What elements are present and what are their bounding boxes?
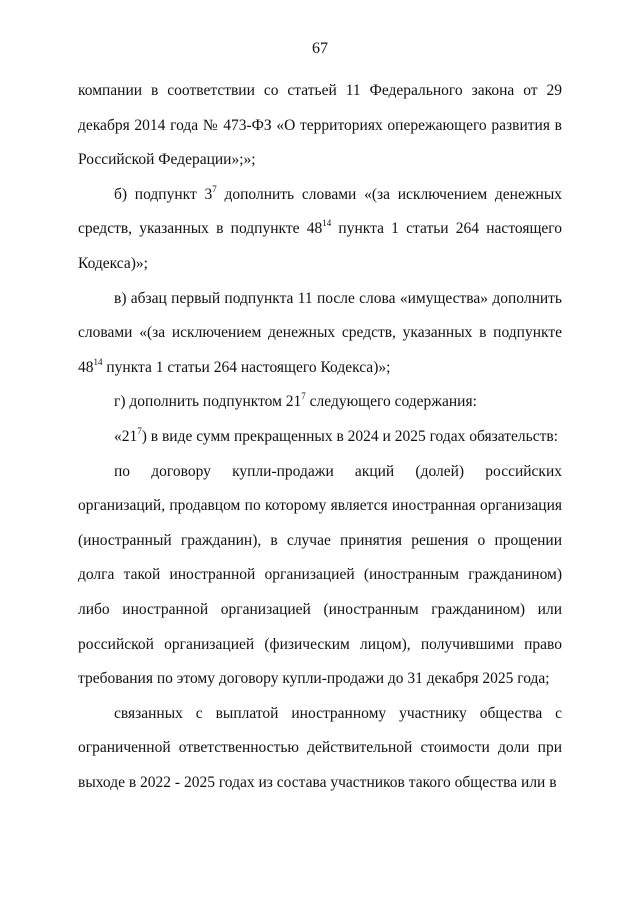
document-body [78, 74, 562, 800]
paragraph-subpoint-g: г) дополнить подпунктом $21^7$ следующего содержания: [114, 391, 477, 411]
paragraph-item-21-7: «$21^7$) в виде сумм прекращенных в 2024 и 2025 годах обязательств: [114, 425, 558, 445]
paragraph-subpoint-v: в) абзац первый подпункта 11 после слова «имущества» дополнить словами «(за исключением денежных средств, указанных в подпункте $48^{14}$ пункта 1 статьи 264 настоящего Кодекса)»; [78, 289, 562, 376]
paragraph-subpoint-b: б) подпункт $3^7$ дополнить словами «(за исключением денежных средств, указанных в подпункте $48^{14}$ пункта 1 статьи 264 настоящего Кодекса)»; [78, 183, 563, 272]
paragraph-share-sale-contract: по договору купли-продажи акций (долей) российских организаций, продавцом по которому является иностранная организация (иностранный гражданин), в случае принятия решения о прощении долга такой иностранной организацией (иностранным гражданином) либо иностранной организацией (иностранным гражданином) или российской организацией (физическим лицом), получившими право требования по этому договору купли-продажи до 31 декабря 2025 года; [78, 462, 562, 688]
paragraph-1: компании в соответствии со статьей 11 Федерального закона от 29 декабря 2014 года № 473-ФЗ «О территориях опережающего развития в Российской Федерации»;»; [78, 82, 562, 169]
page-number: 67 [312, 40, 328, 57]
paragraph-llc-participant: связанных с выплатой иностранному участнику общества с ограниченной ответственностью действительной стоимости доли при выходе в 2022 - 2025 годах из состава участников такого общества или в [78, 704, 562, 791]
